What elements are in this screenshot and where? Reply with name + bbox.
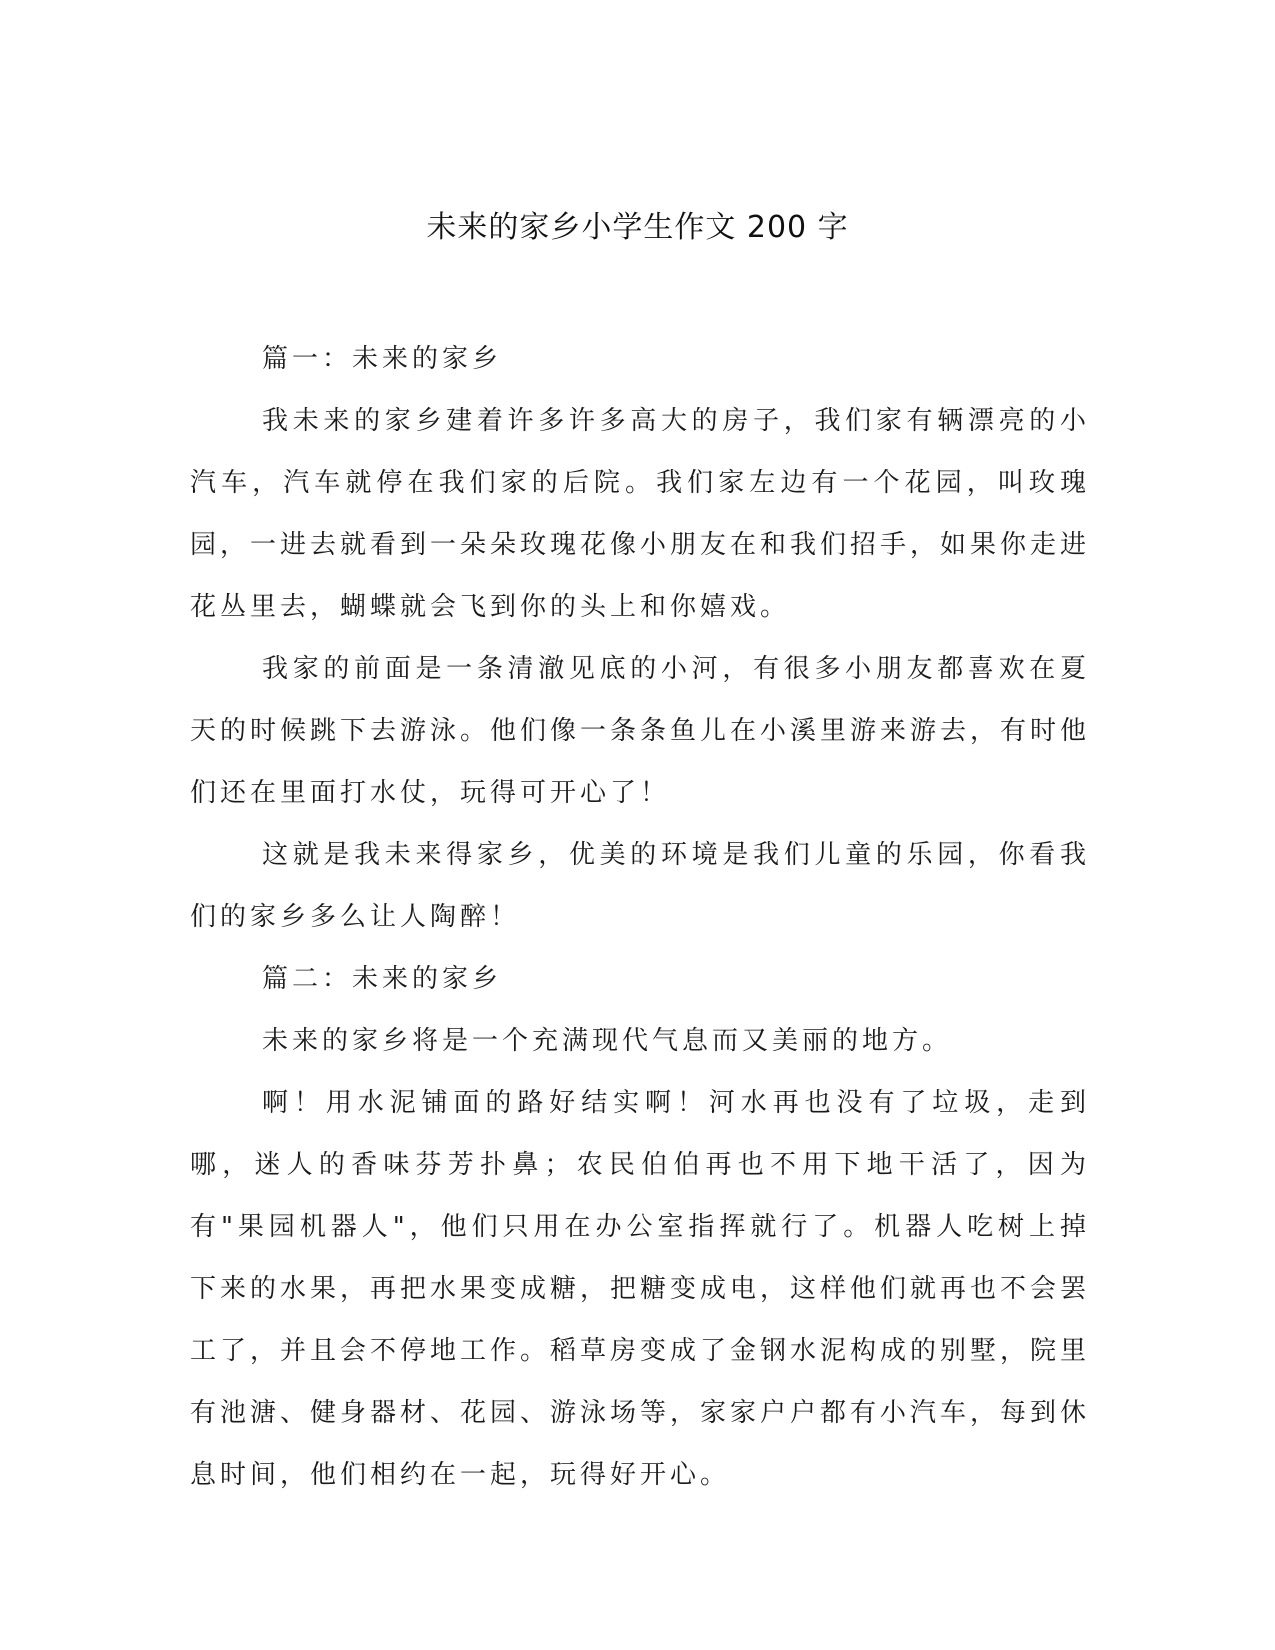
paragraph: 我家的前面是一条清澈见底的小河，有很多小朋友都喜欢在夏天的时候跳下去游泳。他们像一条条鱼儿在小溪里游来游去，有时他们还在里面打水仗，玩得可开心了！: [190, 654, 1091, 808]
paragraph: 这就是我未来得家乡，优美的环境是我们儿童的乐园，你看我们的家乡多么让人陶醉！: [190, 840, 1090, 932]
document-title: 未来的家乡小学生作文 200 字: [426, 210, 849, 245]
paragraph: 啊！用水泥铺面的路好结实啊！河水再也没有了垃圾，走到哪，迷人的香味芬芳扑鼻；农民伯伯再也不用下地干活了，因为有"果园机器人"，他们只用在办公室指挥就行了。机器人吃树上掉下来的水果，再把水果变成糖，把糖变成电，这样他们就再也不会罢工了，并且会不停地工作。稻草房变成了金钢水泥构成的别墅，院里有池溏、健身器材、花园、游泳场等，家家户户都有小汽车，每到休息时间，他们相约在一起，玩得好开心。: [190, 1088, 1091, 1490]
section-heading-2: 篇二：未来的家乡: [262, 964, 503, 994]
document-body: [190, 328, 1090, 1506]
section-heading-1: 篇一：未来的家乡: [262, 344, 503, 374]
paragraph: 未来的家乡将是一个充满现代气息而又美丽的地方。: [262, 1026, 953, 1056]
paragraph: 我未来的家乡建着许多许多高大的房子，我们家有辆漂亮的小汽车，汽车就停在我们家的后院。我们家左边有一个花园，叫玫瑰园，一进去就看到一朵朵玫瑰花像小朋友在和我们招手，如果你走进花丛里去，蝴蝶就会飞到你的头上和你嬉戏。: [190, 406, 1091, 622]
